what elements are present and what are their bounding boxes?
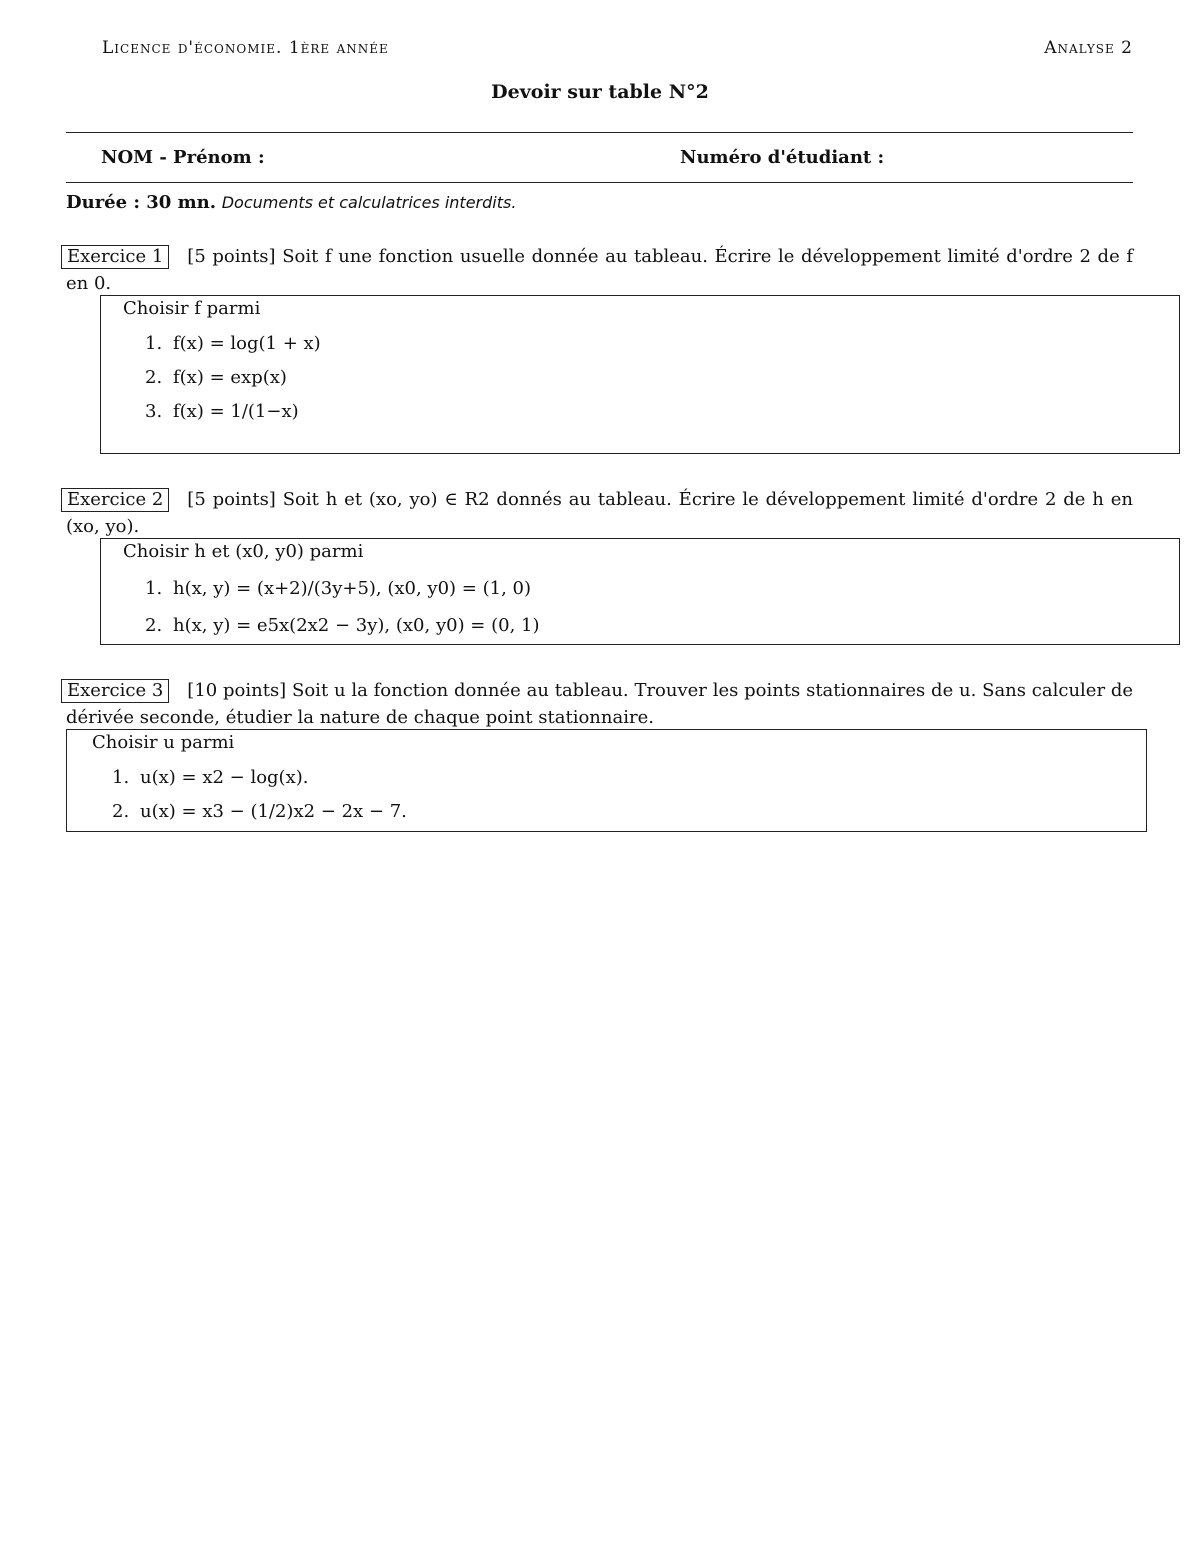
exercise-3-text: Soit u la fonction donnée au tableau. Trouver les points stationnaires de u. Sans calculer de dérivée seconde, étudier la nature de chaque point stationnaire. xyxy=(66,680,1134,728)
top-rule xyxy=(66,132,1133,133)
duration: Durée : 30 mn. xyxy=(66,192,216,213)
exercise-3-item: 1. u(x) = x2 − log(x). xyxy=(112,767,309,788)
name-field-label: NOM - Prénom : xyxy=(101,147,265,168)
exercise-3 xyxy=(66,677,1133,731)
exercise-2-label: Exercice 2 xyxy=(61,488,169,512)
exercise-2-choose: Choisir h et (x0, y0) parmi xyxy=(123,541,364,562)
exercise-1-item: 1. f(x) = log(1 + x) xyxy=(145,333,321,354)
exercise-2-item: 2. h(x, y) = e5x(2x2 − 3y), (x0, y0) = (0, 1) xyxy=(145,615,540,636)
exercise-1-item: 3. f(x) = 1/(1−x) xyxy=(145,401,299,422)
exercise-3-item: 2. u(x) = x3 − (1/2)x2 − 2x − 7. xyxy=(112,801,407,822)
exercise-3-points: [10 points] xyxy=(187,680,287,701)
student-number-field-label: Numéro d'étudiant : xyxy=(680,147,885,168)
exercise-1 xyxy=(66,243,1133,297)
instructions xyxy=(66,192,516,213)
page-title: Devoir sur table N°2 xyxy=(491,81,709,103)
header-subject: Analyse 2 xyxy=(1044,38,1133,58)
exercise-2 xyxy=(66,486,1133,540)
exercise-3-label: Exercice 3 xyxy=(61,679,169,703)
exercise-1-choice-box xyxy=(100,295,1180,454)
exercise-2-choice-box xyxy=(100,538,1180,645)
exercise-1-label: Exercice 1 xyxy=(61,245,169,269)
exercise-1-item: 2. f(x) = exp(x) xyxy=(145,367,287,388)
exercise-3-choose: Choisir u parmi xyxy=(92,732,235,753)
header-course: Licence d'économie. 1ère année xyxy=(102,38,389,58)
exercise-1-text: Soit f une fonction usuelle donnée au tableau. Écrire le développement limité d'ordre 2 de f en 0. xyxy=(66,246,1133,294)
exercise-2-text: Soit h et (xo, yo) ∈ R2 donnés au tableau. Écrire le développement limité d'ordre 2 de h en (xo, yo). xyxy=(66,489,1133,537)
bottom-rule xyxy=(66,182,1133,183)
exercise-2-item: 1. h(x, y) = (x+2)/(3y+5), (x0, y0) = (1, 0) xyxy=(145,578,531,599)
exercise-2-points: [5 points] xyxy=(187,489,276,510)
exercise-3-choice-box xyxy=(66,729,1147,832)
rules-note: Documents et calculatrices interdits. xyxy=(221,193,517,212)
exercise-1-points: [5 points] xyxy=(187,246,276,267)
exercise-1-choose: Choisir f parmi xyxy=(123,298,261,319)
